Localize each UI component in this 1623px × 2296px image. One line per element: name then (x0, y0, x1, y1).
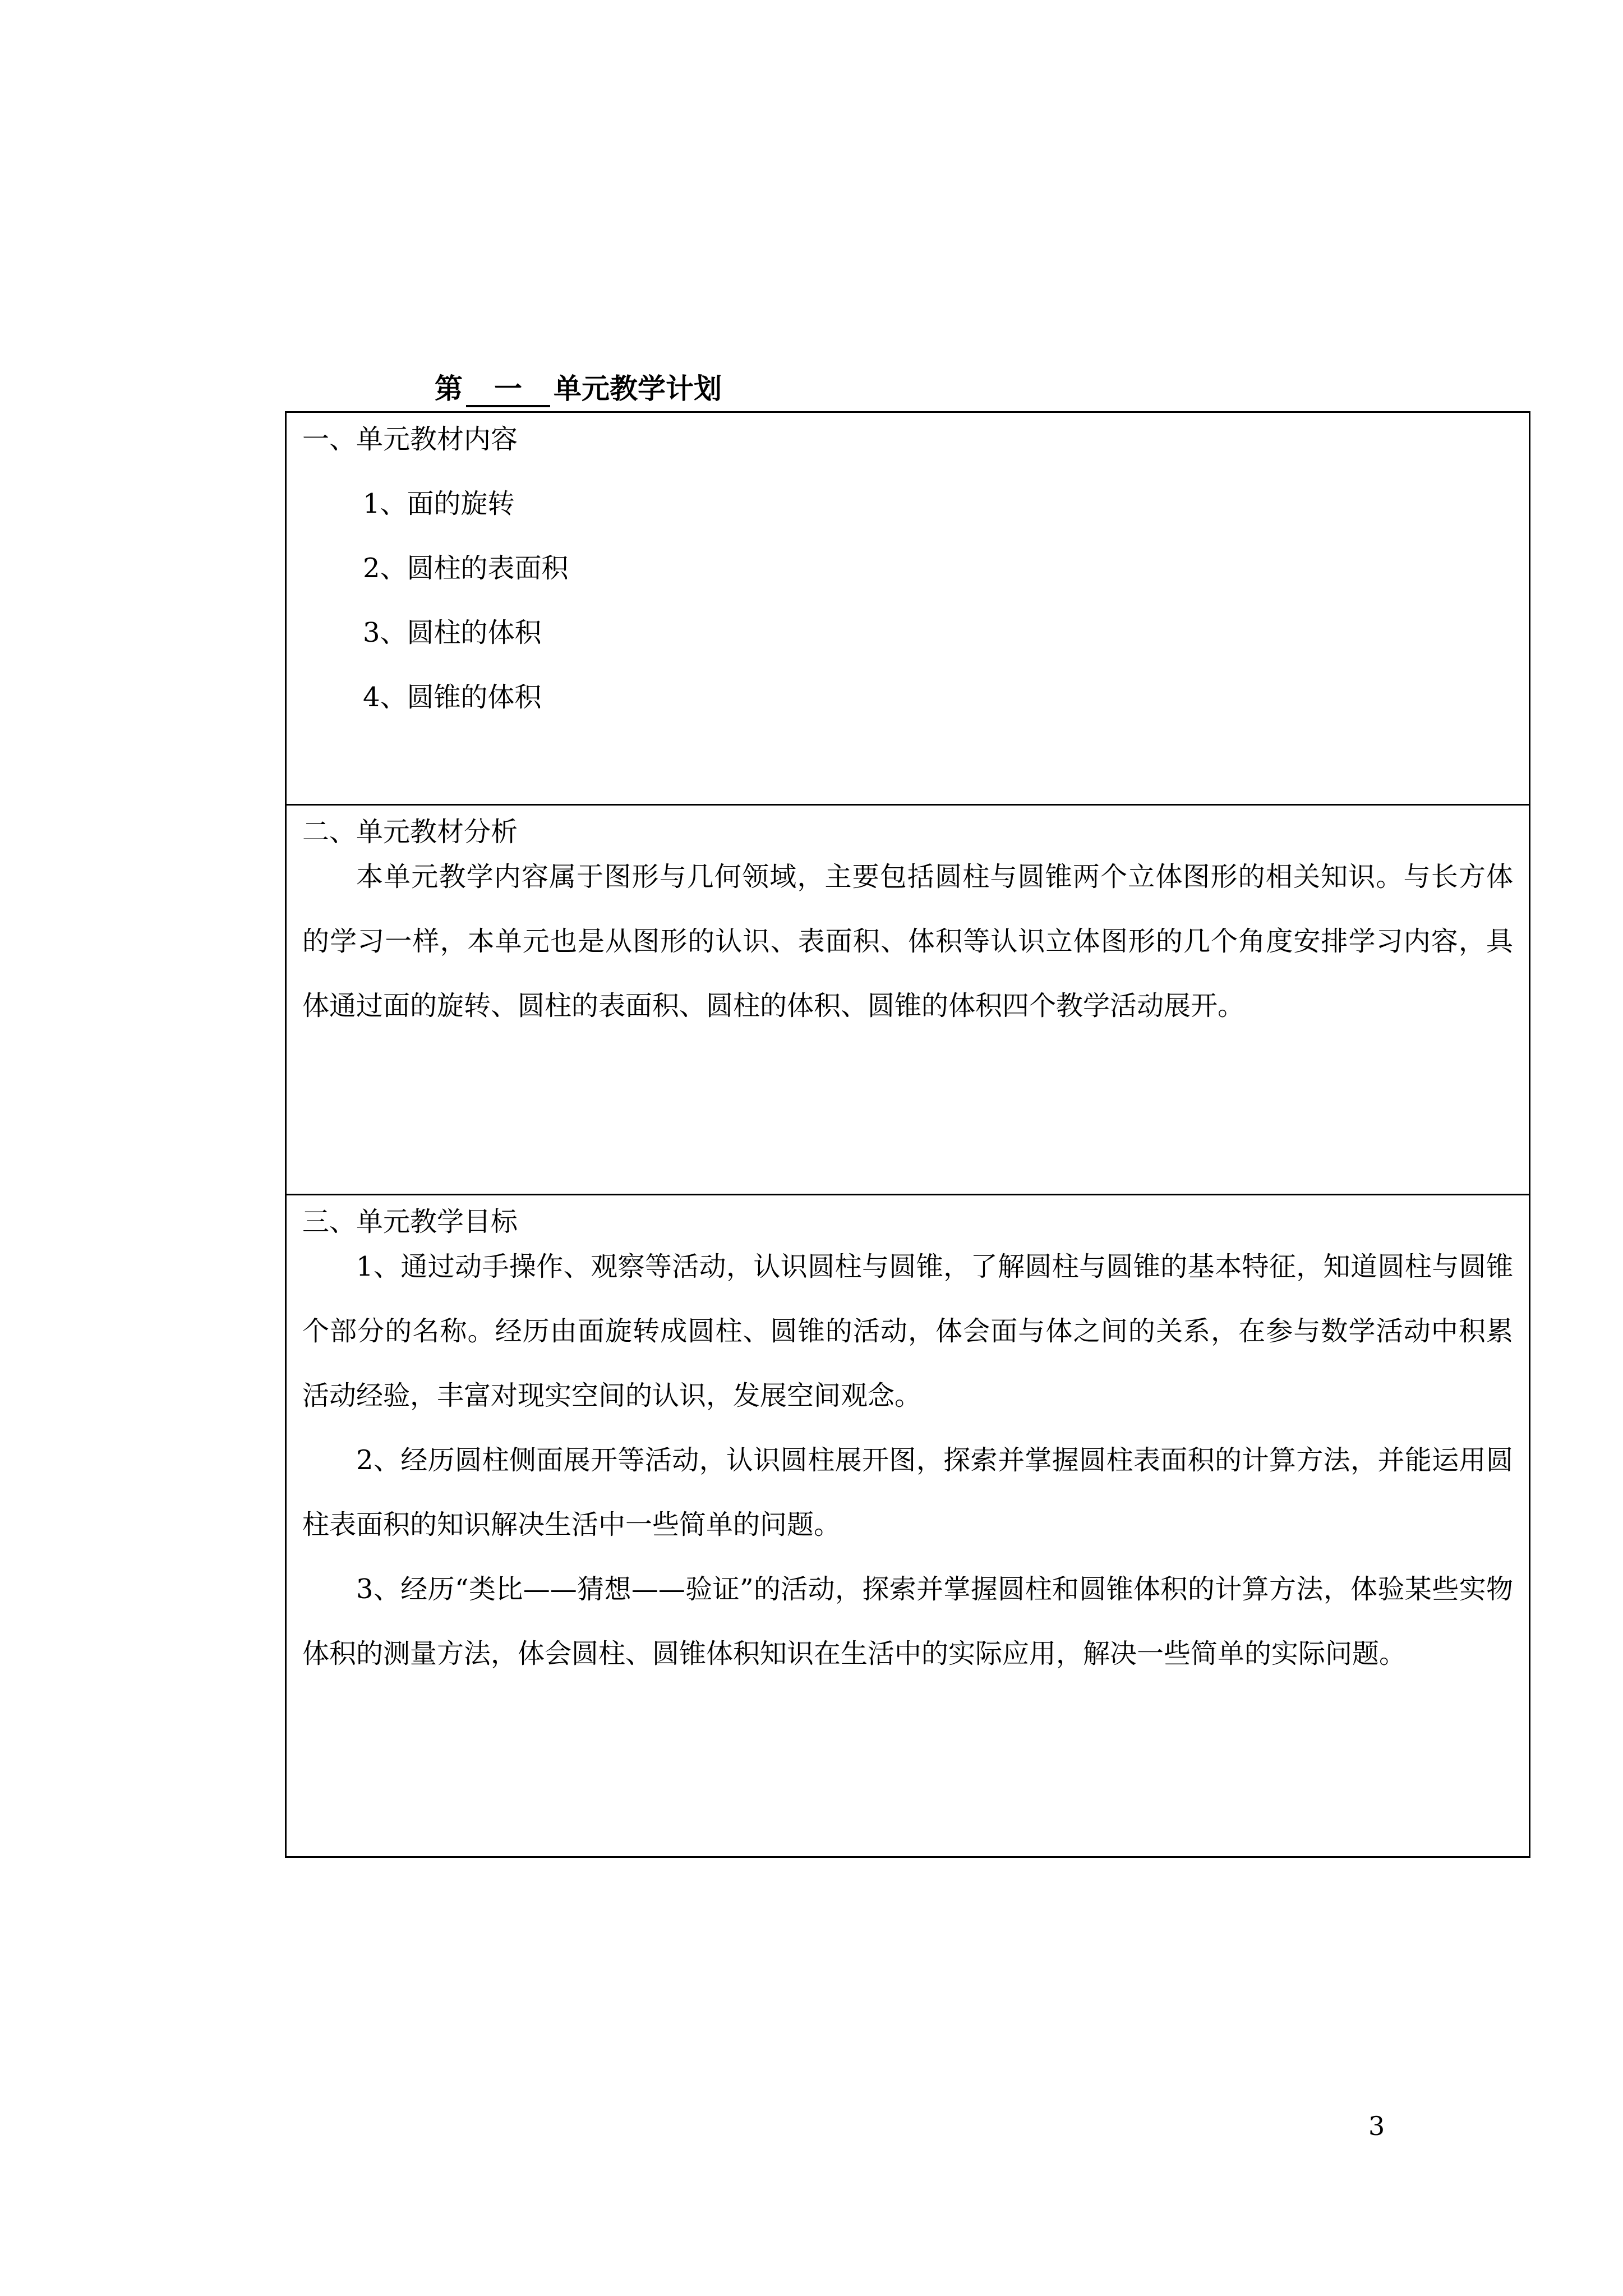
title-suffix: 单元教学计划 (554, 372, 722, 405)
plan-title (435, 369, 722, 408)
paragraph: 1、通过动手操作、观察等活动，认识圆柱与圆锥，了解圆柱与圆锥的基本特征，知道圆柱与圆锥个部分的名称。经历由面旋转成圆柱、圆锥的活动，体会面与体之间的关系，在参与数学活动中积累活动经验，丰富对现实空间的认识，发展空间观念。 (302, 1251, 1513, 1411)
paragraph: 3、经历“类比——猜想——验证”的活动，探索并掌握圆柱和圆锥体积的计算方法，体验某些实物体积的测量方法，体会圆柱、圆锥体积知识在生活中的实际应用，解决一些简单的实际问题。 (302, 1573, 1513, 1669)
list-item: 3、圆柱的体积 (363, 617, 542, 648)
list-item: 1、面的旋转 (363, 488, 515, 519)
page-number: 3 (1368, 2111, 1385, 2141)
section-content (287, 413, 1529, 806)
list-item: 4、圆锥的体积 (363, 682, 542, 713)
plan-table (285, 411, 1530, 1858)
paragraph: 本单元教学内容属于图形与几何领域，主要包括圆柱与圆锥两个立体图形的相关知识。与长方体的学习一样，本单元也是从图形的认识、表面积、体积等认识立体图形的几个角度安排学习内容，具体通过面的旋转、圆柱的表面积、圆柱的体积、圆锥的体积四个教学活动展开。 (302, 861, 1513, 1022)
unit-number-blank: 一 (466, 372, 550, 407)
section-heading: 一、单元教材内容 (302, 424, 518, 455)
section-heading: 三、单元教学目标 (302, 1206, 518, 1237)
section-objectives (287, 1195, 1529, 1858)
section-heading: 二、单元教材分析 (302, 816, 518, 848)
title-prefix: 第 (435, 372, 463, 405)
section-analysis (287, 806, 1529, 1195)
paragraph: 2、经历圆柱侧面展开等活动，认识圆柱展开图，探索并掌握圆柱表面积的计算方法，并能运用圆柱表面积的知识解决生活中一些简单的问题。 (302, 1444, 1513, 1540)
list-item: 2、圆柱的表面积 (363, 553, 569, 584)
